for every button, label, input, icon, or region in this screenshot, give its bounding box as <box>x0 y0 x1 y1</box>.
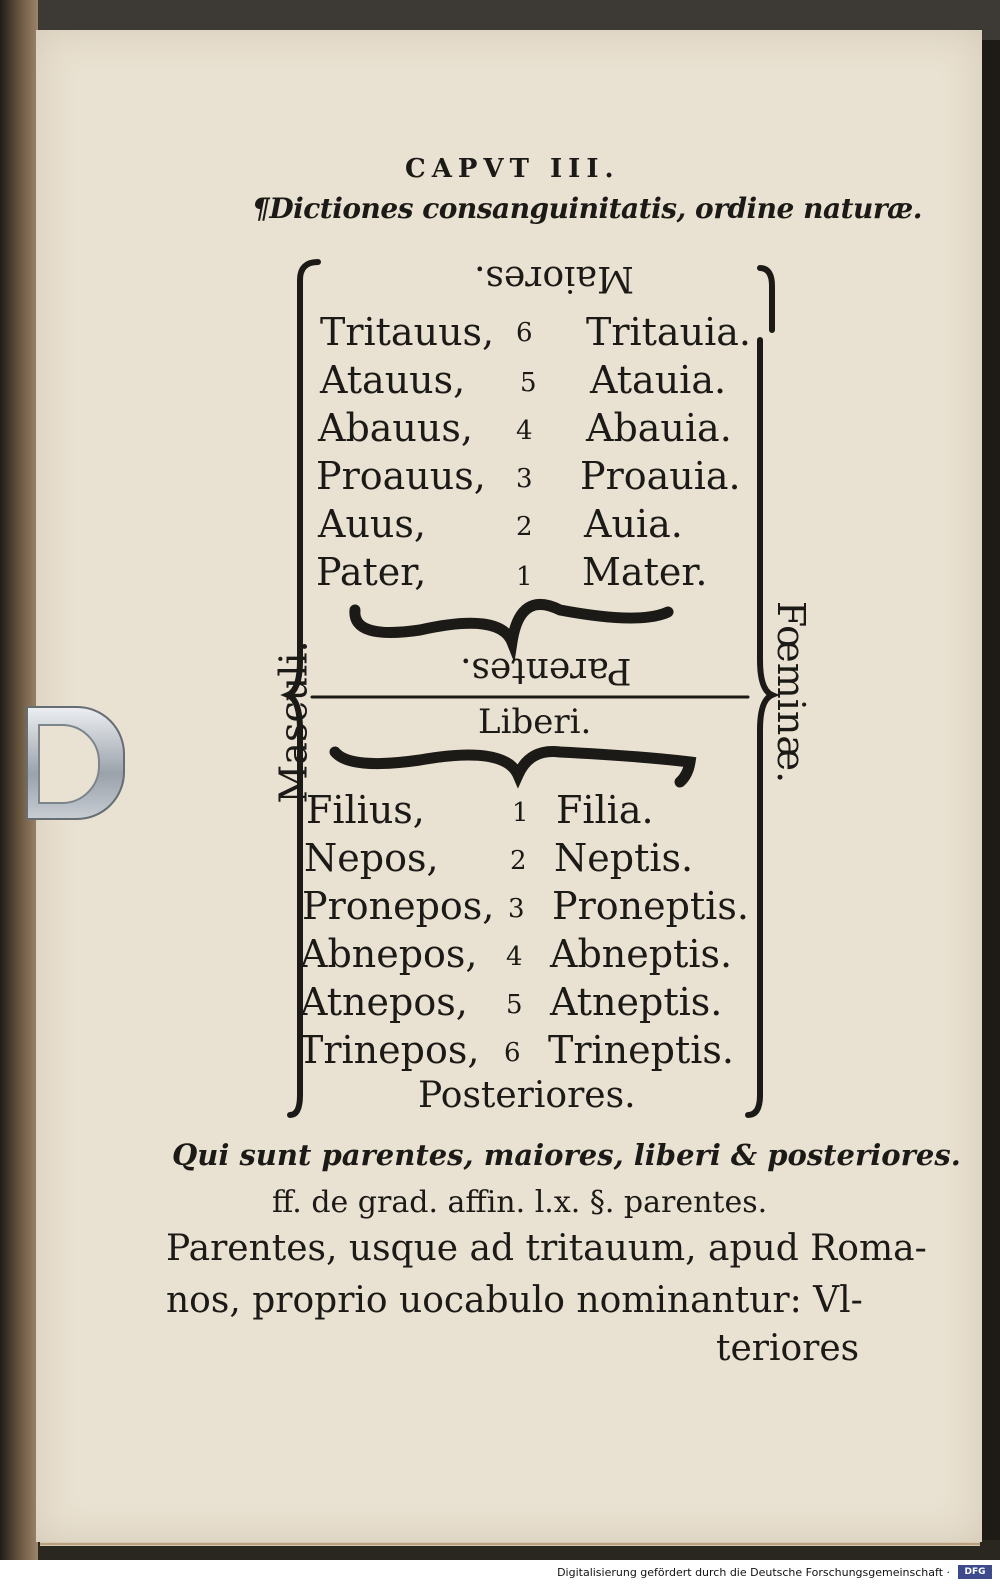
ancestor-female: Proauia. <box>580 454 741 498</box>
descendant-female: Atneptis. <box>550 980 723 1024</box>
ancestor-female: Mater. <box>582 550 708 594</box>
descendant-degree: 1 <box>512 798 529 828</box>
descendant-male: Pronepos, <box>302 884 495 928</box>
ancestor-male: Auus, <box>318 502 426 546</box>
descendant-female: Proneptis. <box>552 884 749 928</box>
descendant-female: Neptis. <box>554 836 694 880</box>
footer-bar <box>0 1560 1000 1585</box>
descendant-male: Trinepos, <box>298 1028 480 1072</box>
dfg-logo: DFG <box>958 1565 992 1579</box>
descendant-degree: 3 <box>508 894 525 924</box>
descendant-degree: 2 <box>510 846 527 876</box>
ancestor-female: Tritauia. <box>586 310 751 354</box>
ancestor-male: Atauus, <box>320 358 466 402</box>
descendant-male: Nepos, <box>304 836 439 880</box>
masculi-side-label: Masculi. <box>271 640 316 804</box>
paragraph-line: nos, proprio uocabulo nominantur: Vl- <box>166 1280 863 1321</box>
ancestor-degree: 1 <box>516 562 533 592</box>
footer-credit: Digitalisierung gefördert durch die Deutsche Forschungsgemeinschaft · <box>557 1566 950 1579</box>
section-subtitle: ¶Dictiones consanguinitatis, ordine naturæ. <box>252 192 922 225</box>
descendant-male: Atnepos, <box>300 980 468 1024</box>
parentes-label: Parentes. <box>460 650 632 691</box>
foeminae-side-label: Fœminæ. <box>769 600 814 784</box>
descendant-degree: 5 <box>506 990 523 1020</box>
liberi-label: Liberi. <box>478 702 592 742</box>
ancestor-female: Auia. <box>584 502 683 546</box>
ancestor-degree: 2 <box>516 512 533 542</box>
descendant-female: Trineptis. <box>548 1028 734 1072</box>
descendant-male: Filius, <box>306 788 425 832</box>
paragraph-line: Qui sunt parentes, maiores, liberi & posteriores. <box>172 1138 961 1172</box>
paragraph-line: Parentes, usque ad tritauum, apud Roma- <box>166 1228 927 1269</box>
chapter-heading: CAPVT III. <box>405 154 620 184</box>
descendant-female: Abneptis. <box>550 932 733 976</box>
ancestor-degree: 4 <box>516 416 533 446</box>
ancestor-male: Abauus, <box>318 406 473 450</box>
ancestor-degree: 5 <box>520 368 537 398</box>
ancestor-degree: 3 <box>516 464 533 494</box>
posteriores-label: Posteriores. <box>418 1075 636 1116</box>
descendant-degree: 6 <box>504 1038 521 1068</box>
ancestor-degree: 6 <box>516 318 533 348</box>
catchword: teriores <box>716 1328 860 1369</box>
ancestor-male: Pater, <box>316 550 427 594</box>
ancestor-female: Atauia. <box>590 358 727 402</box>
paragraph-line: ff. de grad. affin. l.x. §. parentes. <box>272 1185 768 1220</box>
descendant-degree: 4 <box>506 942 523 972</box>
ancestor-female: Abauia. <box>586 406 732 450</box>
descendant-female: Filia. <box>556 788 654 832</box>
descendant-male: Abnepos, <box>300 932 478 976</box>
ancestor-male: Proauus, <box>316 454 486 498</box>
ancestor-male: Tritauus, <box>320 310 495 354</box>
maiores-label: Maiores. <box>474 258 634 299</box>
